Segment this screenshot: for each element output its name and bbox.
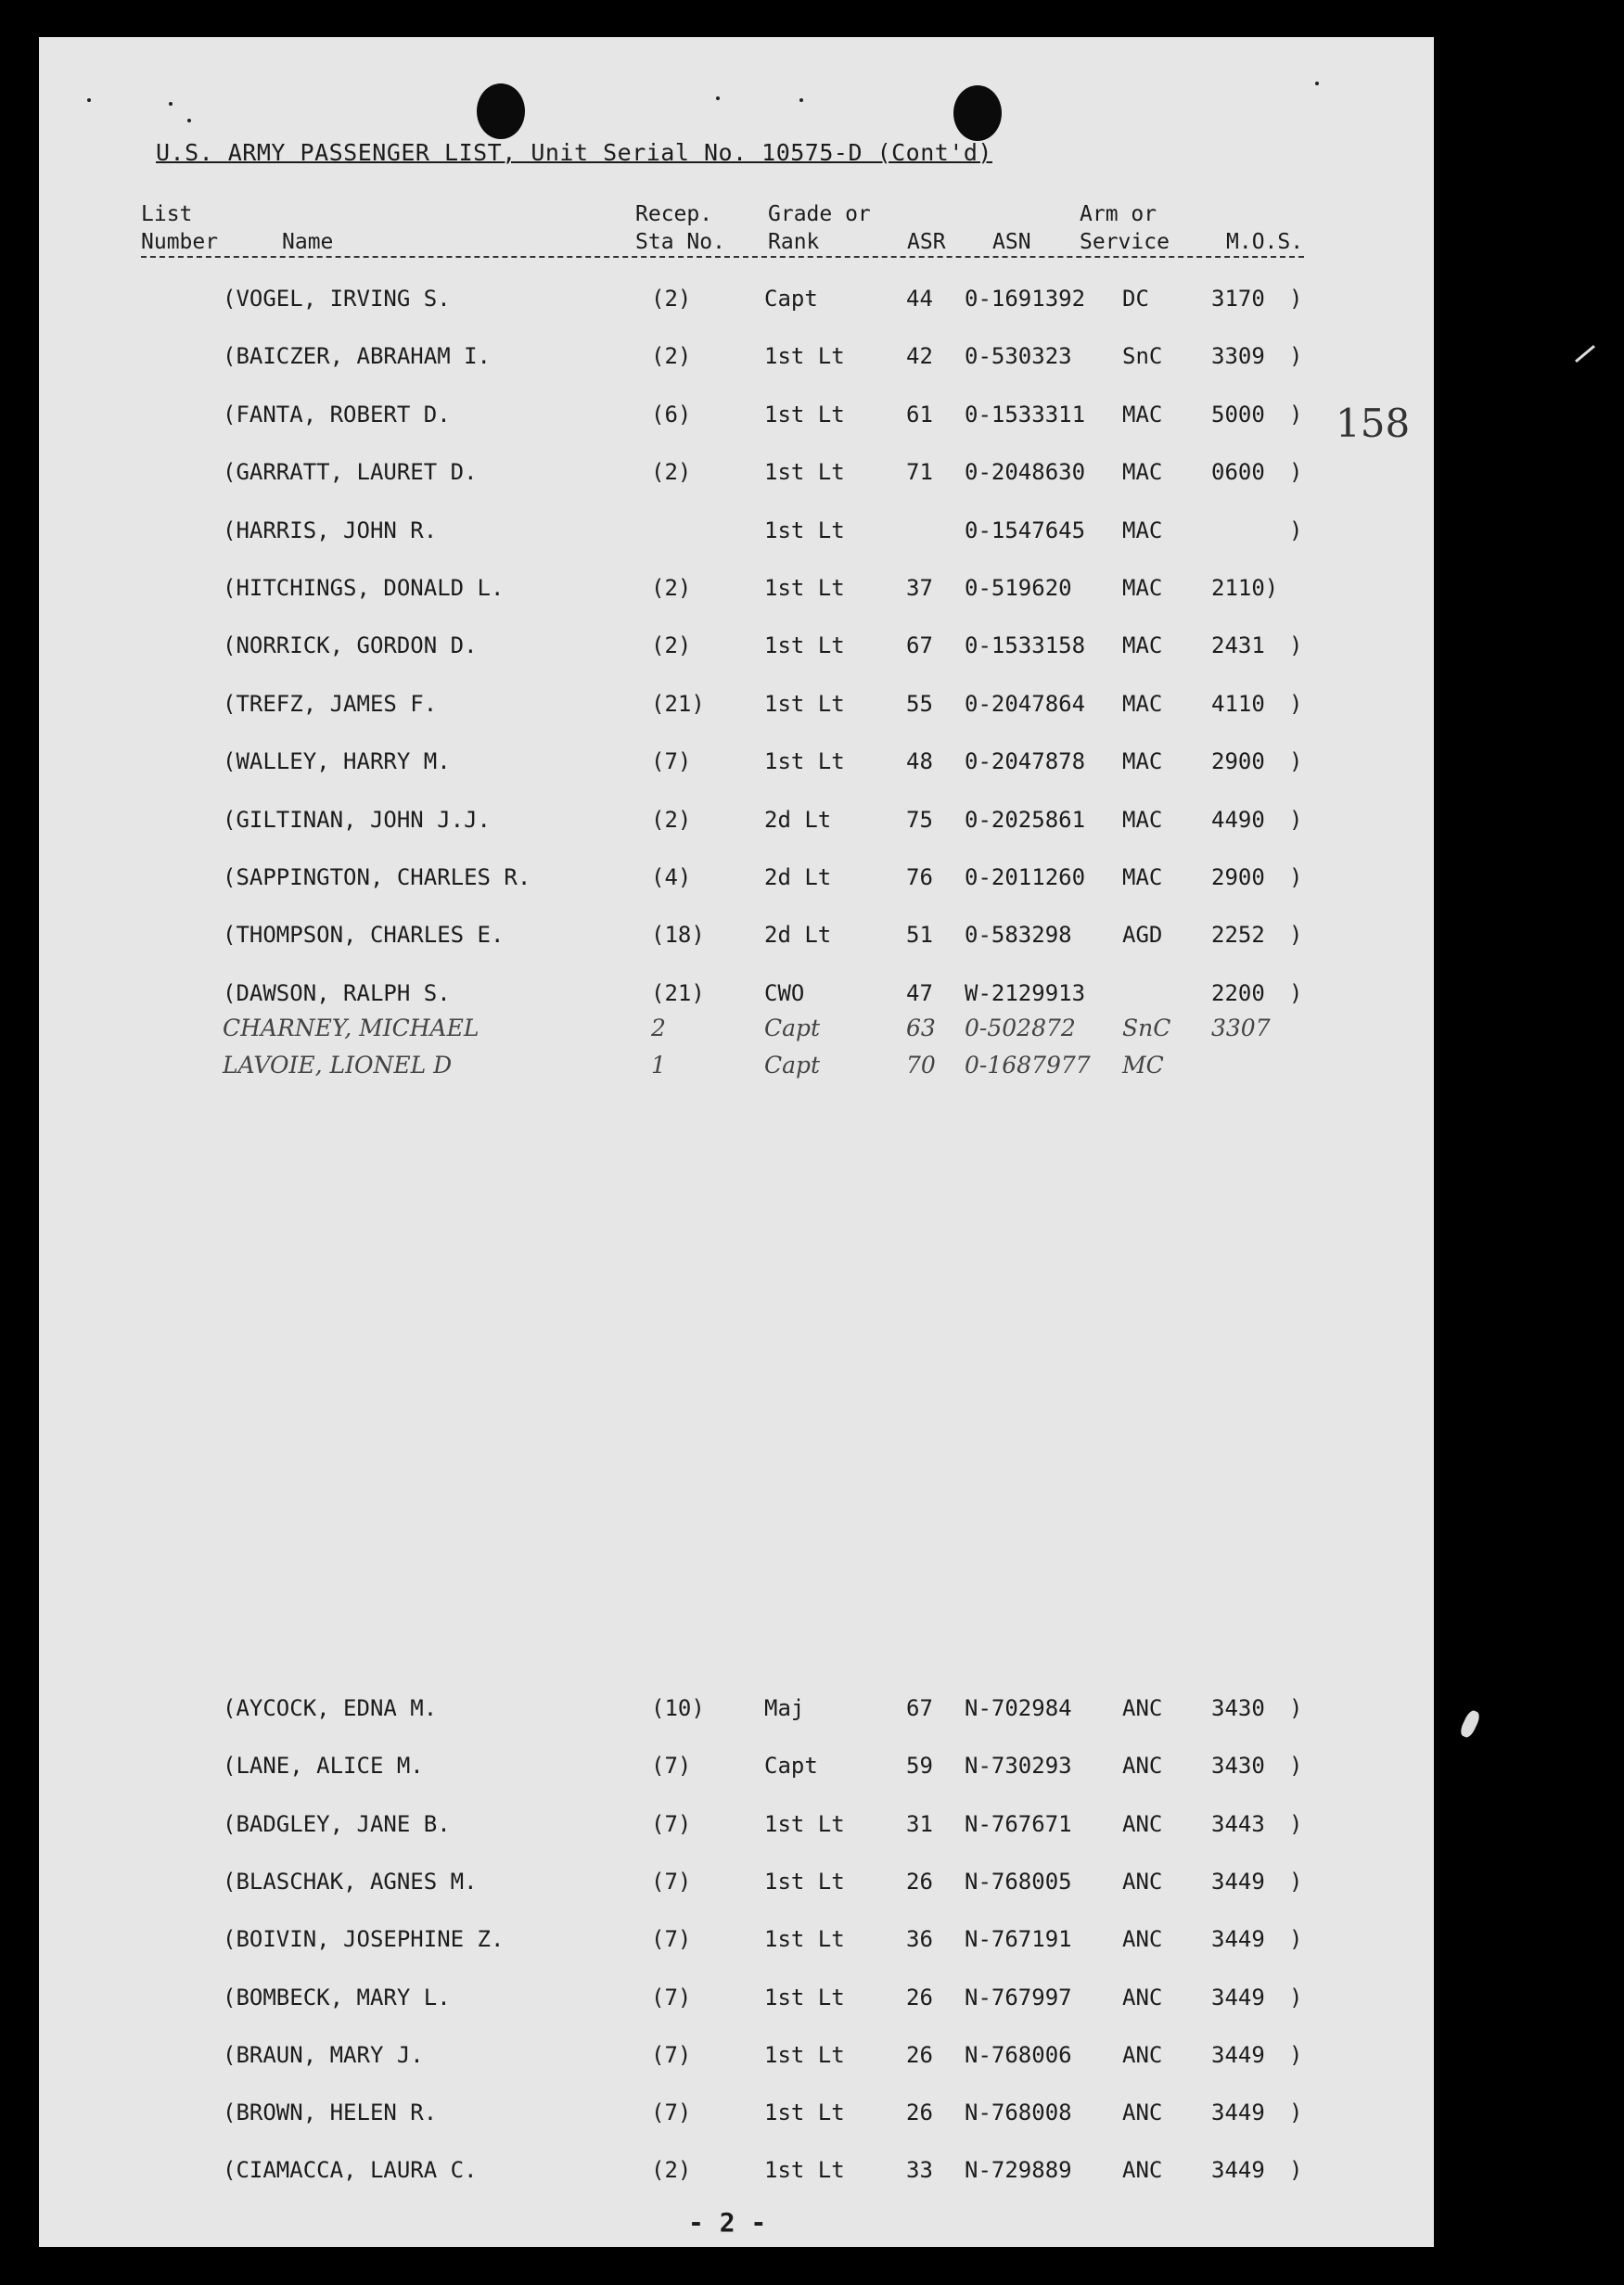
- header-name: Name: [282, 230, 334, 254]
- cell-arm: MAC: [1122, 401, 1163, 428]
- cell-name: (CIAMACCA, LAURA C.: [223, 2157, 478, 2184]
- cell-asn: 0-530323: [965, 343, 1072, 370]
- cell-asr: 76: [906, 864, 933, 890]
- cell-asn: N-767191: [965, 1926, 1072, 1953]
- cell-name: (BLASCHAK, AGNES M.: [223, 1868, 478, 1895]
- cell-sta: (2): [651, 459, 692, 486]
- cell-arm: MAC: [1122, 517, 1163, 543]
- cell-arm: MAC: [1122, 690, 1163, 717]
- cell-sta: (21): [651, 979, 705, 1006]
- cell-grade: 1st Lt: [764, 575, 845, 601]
- cell-arm: MAC: [1122, 459, 1163, 486]
- cell-close: ): [1289, 401, 1303, 428]
- cell-asn: N-702984: [965, 1695, 1072, 1721]
- cell-asr: 67: [906, 632, 933, 659]
- cell-close: ): [1289, 1810, 1303, 1837]
- cell-arm: SnC: [1122, 1015, 1171, 1041]
- cell-name: (BRAUN, MARY J.: [223, 2041, 424, 2068]
- cell-asr: 26: [906, 1868, 933, 1895]
- header-list-number-1: List: [141, 202, 193, 226]
- cell-close: ): [1289, 2157, 1303, 2184]
- table-row: [39, 1015, 1434, 1052]
- cell-close: ): [1289, 459, 1303, 486]
- cell-grade: 1st Lt: [764, 517, 845, 543]
- cell-name: (LANE, ALICE M.: [223, 1753, 424, 1780]
- cell-close: ): [1289, 1753, 1303, 1780]
- cell-sta: (18): [651, 922, 705, 949]
- table-row: [39, 1985, 1434, 2022]
- cell-sta: (7): [651, 2041, 692, 2068]
- table-row: [39, 632, 1434, 670]
- cell-mos: 3449: [1211, 2100, 1265, 2126]
- cell-grade: 1st Lt: [764, 690, 845, 717]
- cell-asn: 0-502872: [965, 1015, 1076, 1041]
- cell-arm: ANC: [1122, 2041, 1163, 2068]
- header-arm-2: Service: [1080, 230, 1170, 254]
- table-row: [39, 517, 1434, 555]
- cell-asn: N-768006: [965, 2041, 1072, 2068]
- cell-close: ): [1289, 979, 1303, 1006]
- cell-sta: (6): [651, 401, 692, 428]
- table-row: [39, 1052, 1434, 1089]
- cell-mos: 2200: [1211, 979, 1265, 1006]
- cell-close: ): [1289, 517, 1303, 543]
- header-asn: ASN: [992, 230, 1031, 254]
- cell-grade: 1st Lt: [764, 748, 845, 775]
- cell-sta: (2): [651, 632, 692, 659]
- cell-name: (BAICZER, ABRAHAM I.: [223, 343, 491, 370]
- table-row: [39, 980, 1434, 1017]
- cell-grade: 2d Lt: [764, 922, 832, 949]
- speck: [799, 98, 803, 102]
- header-list-number-2: Number: [141, 230, 219, 254]
- speck: [716, 96, 720, 100]
- cell-mos: 2252: [1211, 922, 1265, 949]
- cell-grade: Capt: [764, 1052, 821, 1079]
- table-row: [39, 691, 1434, 728]
- table-row: [39, 2100, 1434, 2137]
- cell-arm: MAC: [1122, 632, 1163, 659]
- cell-grade: 1st Lt: [764, 2041, 845, 2068]
- table-row: [39, 2157, 1434, 2194]
- cell-sta: 2: [651, 1015, 666, 1041]
- cell-asr: 51: [906, 922, 933, 949]
- cell-asn: 0-1533311: [965, 401, 1086, 428]
- cell-asr: 70: [906, 1052, 936, 1079]
- cell-sta: (7): [651, 748, 692, 775]
- header-asr: ASR: [907, 230, 946, 254]
- cell-mos: 5000: [1211, 401, 1265, 428]
- cell-asr: 33: [906, 2157, 933, 2184]
- cell-mos: 3449: [1211, 2157, 1265, 2184]
- cell-grade: Capt: [764, 286, 818, 312]
- cell-grade: 1st Lt: [764, 632, 845, 659]
- cell-asn: 0-2025861: [965, 806, 1086, 833]
- header-mos: M.O.S.: [1226, 230, 1304, 254]
- cell-arm: AGD: [1122, 922, 1163, 949]
- cell-mos: 3430: [1211, 1753, 1265, 1780]
- speck: [1315, 82, 1319, 85]
- cell-arm: ANC: [1122, 1926, 1163, 1953]
- cell-sta: (2): [651, 343, 692, 370]
- cell-grade: 1st Lt: [764, 1926, 845, 1953]
- cell-close: ): [1289, 1926, 1303, 1953]
- cell-name: (BADGLEY, JANE B.: [223, 1810, 451, 1837]
- cell-asr: 44: [906, 286, 933, 312]
- cell-sta: (21): [651, 690, 705, 717]
- cell-name: CHARNEY, MICHAEL: [223, 1015, 480, 1041]
- cell-arm: MAC: [1122, 748, 1163, 775]
- cell-name: (THOMPSON, CHARLES E.: [223, 922, 505, 949]
- cell-sta: 1: [651, 1052, 666, 1079]
- cell-mos: 3449: [1211, 1984, 1265, 2011]
- cell-asn: 0-2047878: [965, 748, 1086, 775]
- cell-arm: ANC: [1122, 1810, 1163, 1837]
- cell-sta: (7): [651, 1926, 692, 1953]
- cell-asr: 26: [906, 2041, 933, 2068]
- cell-mos: 0600: [1211, 459, 1265, 486]
- cell-sta: (2): [651, 806, 692, 833]
- cell-close: ): [1289, 286, 1303, 312]
- cell-asn: 0-1687977: [965, 1052, 1091, 1079]
- cell-close: ): [1289, 806, 1303, 833]
- cell-asr: 55: [906, 690, 933, 717]
- cell-mos: 3443: [1211, 1810, 1265, 1837]
- cell-mos: 2900: [1211, 748, 1265, 775]
- header-recep-2: Sta No.: [635, 230, 725, 254]
- cell-name: (BROWN, HELEN R.: [223, 2100, 438, 2126]
- cell-name: (DAWSON, RALPH S.: [223, 979, 451, 1006]
- margin-mark: [1458, 1708, 1481, 1739]
- speck: [187, 119, 191, 122]
- cell-asr: 31: [906, 1810, 933, 1837]
- cell-mos: 3170: [1211, 286, 1265, 312]
- speck: [87, 98, 91, 102]
- punch-hole: [477, 83, 525, 139]
- document-title: U.S. ARMY PASSENGER LIST, Unit Serial No. 10575-D (Cont'd): [156, 139, 992, 166]
- cell-asn: 0-2011260: [965, 864, 1086, 890]
- cell-grade: 1st Lt: [764, 2100, 845, 2126]
- cell-close: ): [1289, 1984, 1303, 2011]
- cell-mos: 3449: [1211, 1868, 1265, 1895]
- cell-asn: N-767671: [965, 1810, 1072, 1837]
- cell-name: (WALLEY, HARRY M.: [223, 748, 451, 775]
- cell-arm: MAC: [1122, 864, 1163, 890]
- cell-arm: ANC: [1122, 1868, 1163, 1895]
- cell-arm: ANC: [1122, 1695, 1163, 1721]
- margin-mark: [1575, 345, 1595, 363]
- table-row: [39, 343, 1434, 380]
- cell-mos: 2431: [1211, 632, 1265, 659]
- cell-asn: 0-519620: [965, 575, 1072, 601]
- cell-mos: 3430: [1211, 1695, 1265, 1721]
- cell-mos: 3309: [1211, 343, 1265, 370]
- cell-grade: CWO: [764, 979, 805, 1006]
- cell-arm: MC: [1122, 1052, 1164, 1079]
- header-arm-1: Arm or: [1080, 202, 1157, 226]
- table-row: [39, 748, 1434, 785]
- cell-sta: (10): [651, 1695, 705, 1721]
- cell-asr: 59: [906, 1753, 933, 1780]
- cell-grade: Capt: [764, 1015, 821, 1041]
- cell-close: ): [1289, 1868, 1303, 1895]
- table-row: [39, 1695, 1434, 1732]
- cell-close: ): [1289, 343, 1303, 370]
- document-page: [39, 37, 1434, 2247]
- cell-grade: 1st Lt: [764, 1984, 845, 2011]
- page-stamp: 158: [1336, 401, 1411, 446]
- cell-asn: 0-1547645: [965, 517, 1086, 543]
- cell-name: (BOIVIN, JOSEPHINE Z.: [223, 1926, 505, 1953]
- header-grade-1: Grade or: [768, 202, 871, 226]
- cell-asr: 61: [906, 401, 933, 428]
- cell-mos: 4490: [1211, 806, 1265, 833]
- table-row: [39, 575, 1434, 612]
- cell-name: (FANTA, ROBERT D.: [223, 401, 451, 428]
- table-row: [39, 402, 1434, 439]
- cell-grade: 2d Lt: [764, 806, 832, 833]
- cell-grade: Maj: [764, 1695, 805, 1721]
- cell-sta: (4): [651, 864, 692, 890]
- cell-mos: 3449: [1211, 1926, 1265, 1953]
- cell-grade: 2d Lt: [764, 864, 832, 890]
- cell-mos: 2110): [1211, 575, 1279, 601]
- cell-close: ): [1289, 2100, 1303, 2126]
- cell-sta: (7): [651, 2100, 692, 2126]
- cell-mos: 3307: [1211, 1015, 1271, 1041]
- cell-asr: 75: [906, 806, 933, 833]
- cell-name: (TREFZ, JAMES F.: [223, 690, 438, 717]
- cell-close: ): [1289, 2041, 1303, 2068]
- page-number: - 2 -: [688, 2207, 767, 2238]
- punch-hole: [953, 85, 1002, 141]
- cell-sta: (2): [651, 286, 692, 312]
- cell-grade: 1st Lt: [764, 1810, 845, 1837]
- header-recep-1: Recep.: [635, 202, 713, 226]
- cell-asr: 47: [906, 979, 933, 1006]
- cell-arm: ANC: [1122, 2157, 1163, 2184]
- cell-grade: 1st Lt: [764, 1868, 845, 1895]
- table-row: [39, 864, 1434, 901]
- cell-asr: 48: [906, 748, 933, 775]
- cell-sta: (7): [651, 1810, 692, 1837]
- cell-asn: 0-583298: [965, 922, 1072, 949]
- cell-asr: 63: [906, 1015, 936, 1041]
- cell-close: ): [1289, 748, 1303, 775]
- cell-asr: 42: [906, 343, 933, 370]
- cell-close: ): [1289, 864, 1303, 890]
- cell-asn: N-768008: [965, 2100, 1072, 2126]
- cell-grade: 1st Lt: [764, 2157, 845, 2184]
- cell-asn: N-767997: [965, 1984, 1072, 2011]
- cell-arm: ANC: [1122, 1753, 1163, 1780]
- cell-grade: 1st Lt: [764, 401, 845, 428]
- cell-grade: 1st Lt: [764, 343, 845, 370]
- cell-name: (HARRIS, JOHN R.: [223, 517, 438, 543]
- cell-asn: N-729889: [965, 2157, 1072, 2184]
- cell-sta: (2): [651, 575, 692, 601]
- table-row: [39, 1753, 1434, 1790]
- cell-asn: 0-2047864: [965, 690, 1086, 717]
- cell-asr: 71: [906, 459, 933, 486]
- cell-close: ): [1289, 922, 1303, 949]
- table-row: [39, 1869, 1434, 1906]
- cell-mos: 4110: [1211, 690, 1265, 717]
- cell-mos: 3449: [1211, 2041, 1265, 2068]
- cell-name: LAVOIE, LIONEL D: [223, 1052, 453, 1079]
- table-row: [39, 459, 1434, 496]
- cell-close: ): [1289, 1695, 1303, 1721]
- cell-name: (NORRICK, GORDON D.: [223, 632, 478, 659]
- cell-sta: (7): [651, 1984, 692, 2011]
- cell-asr: 67: [906, 1695, 933, 1721]
- table-row: [39, 922, 1434, 959]
- cell-asn: 0-1533158: [965, 632, 1086, 659]
- cell-arm: ANC: [1122, 2100, 1163, 2126]
- cell-close: ): [1289, 632, 1303, 659]
- cell-sta: (7): [651, 1868, 692, 1895]
- cell-name: (GARRATT, LAURET D.: [223, 459, 478, 486]
- cell-asn: 0-2048630: [965, 459, 1086, 486]
- cell-name: (BOMBECK, MARY L.: [223, 1984, 451, 2011]
- table-row: [39, 1926, 1434, 1963]
- cell-name: (GILTINAN, JOHN J.J.: [223, 806, 491, 833]
- table-row: [39, 807, 1434, 844]
- cell-name: (SAPPINGTON, CHARLES R.: [223, 864, 531, 890]
- cell-grade: 1st Lt: [764, 459, 845, 486]
- speck: [169, 102, 173, 106]
- cell-name: (HITCHINGS, DONALD L.: [223, 575, 505, 601]
- cell-sta: (2): [651, 2157, 692, 2184]
- cell-asr: 37: [906, 575, 933, 601]
- cell-name: (AYCOCK, EDNA M.: [223, 1695, 438, 1721]
- cell-asn: N-768005: [965, 1868, 1072, 1895]
- cell-sta: (7): [651, 1753, 692, 1780]
- cell-arm: MAC: [1122, 575, 1163, 601]
- header-rule: [141, 256, 1304, 258]
- header-grade-2: Rank: [768, 230, 820, 254]
- cell-asr: 26: [906, 1984, 933, 2011]
- table-row: [39, 2042, 1434, 2079]
- cell-name: (VOGEL, IRVING S.: [223, 286, 451, 312]
- cell-arm: MAC: [1122, 806, 1163, 833]
- cell-asn: N-730293: [965, 1753, 1072, 1780]
- cell-asr: 36: [906, 1926, 933, 1953]
- cell-close: ): [1289, 690, 1303, 717]
- cell-asr: 26: [906, 2100, 933, 2126]
- cell-arm: SnC: [1122, 343, 1163, 370]
- cell-grade: Capt: [764, 1753, 818, 1780]
- cell-asn: 0-1691392: [965, 286, 1086, 312]
- cell-arm: DC: [1122, 286, 1149, 312]
- cell-mos: 2900: [1211, 864, 1265, 890]
- cell-arm: ANC: [1122, 1984, 1163, 2011]
- cell-asn: W-2129913: [965, 979, 1086, 1006]
- table-row: [39, 1811, 1434, 1848]
- table-row: [39, 286, 1434, 323]
